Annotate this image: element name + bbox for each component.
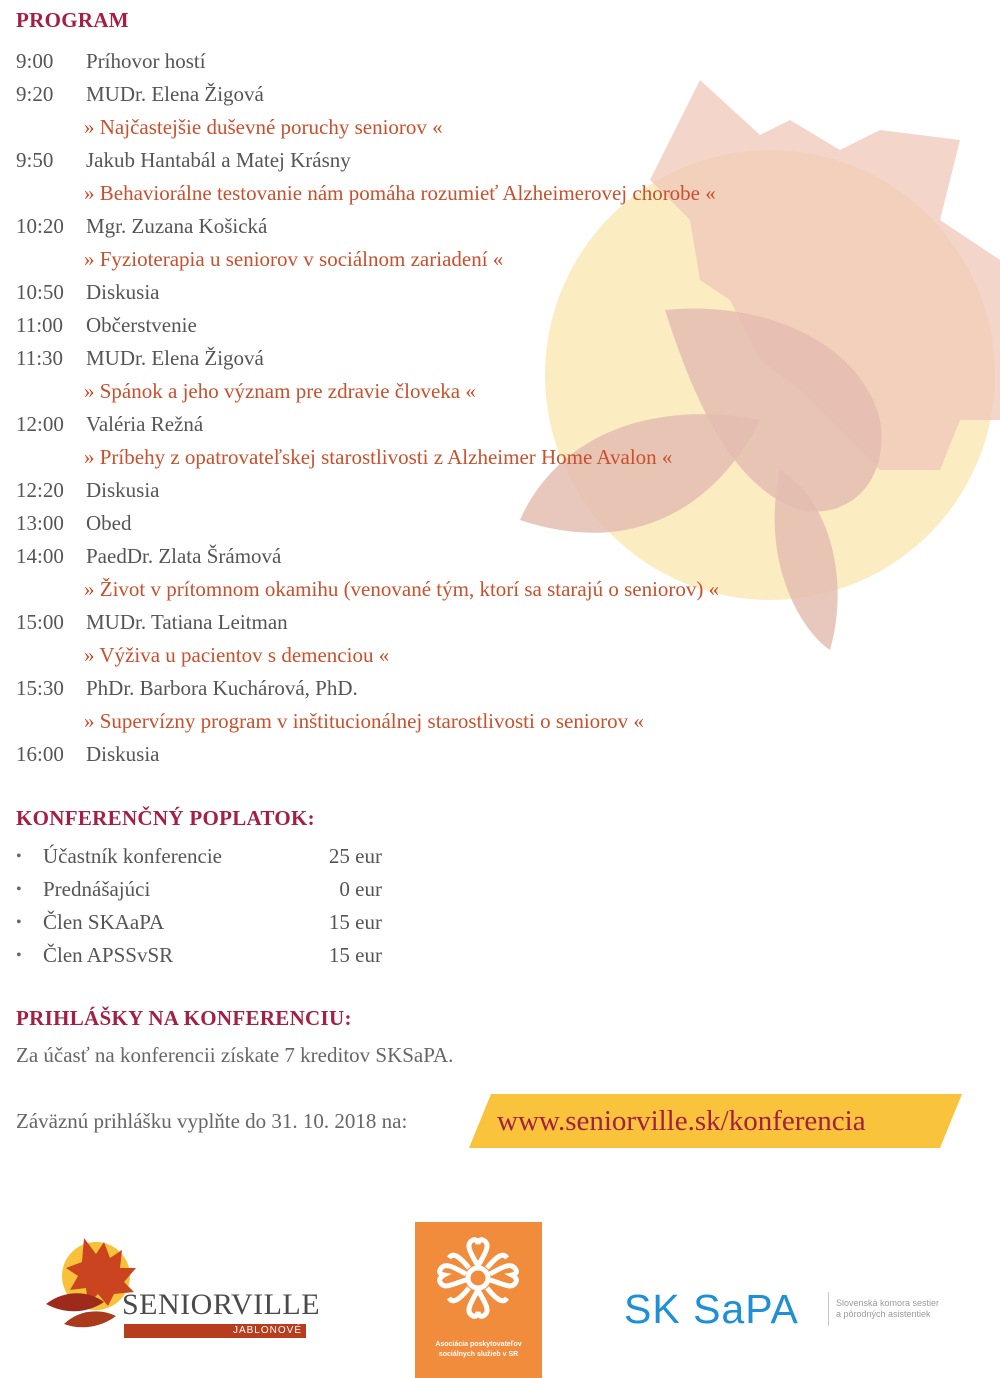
program-time: 10:50 [16,280,64,304]
program-time: 15:00 [16,610,64,634]
fee-label: Člen SKAaPA [43,910,165,934]
program-speaker: Obed [86,511,132,535]
program-time: 11:30 [16,346,64,370]
program-time: 13:00 [16,511,64,535]
sksapa-subtitle-line: a pôrodných asistentiek [836,1309,931,1319]
program-time: 12:00 [16,412,64,436]
registration-title: PRIHLÁŠKY NA KONFERENCIU: [16,1006,352,1030]
program-time: 11:00 [16,313,64,337]
program-speaker: MUDr. Tatiana Leitman [86,610,288,634]
program-topic: » Výživa u pacientov s demenciou « [84,643,390,667]
bullet-icon: • [16,947,22,964]
apss-logo [415,1222,542,1378]
program-time: 10:20 [16,214,64,238]
seniorville-logo [44,1228,321,1340]
fee-price: 15 eur [328,943,382,967]
sksapa-subtitle [836,1298,939,1320]
program-time: 9:00 [16,49,54,73]
program-speaker: Občerstvenie [86,313,197,337]
fee-price: 15 eur [328,910,382,934]
program-speaker: Valéria Režná [86,412,204,436]
fee-label: Člen APSSvSR [43,943,174,967]
program-speaker: Diskusia [86,742,160,766]
program-topic: » Behaviorálne testovanie nám pomáha rozumieť Alzheimerovej chorobe « [84,181,716,205]
seniorville-subtitle: JABLONOVÉ [124,1324,306,1338]
program-title: PROGRAM [16,8,129,32]
sksapa-subtitle-line: Slovenská komora sestier [836,1298,940,1308]
fee-label: Prednášajúci [43,877,151,901]
program-time: 9:20 [16,82,54,106]
credits-text: Za účasť na konferencii získate 7 kreditov SKSaPA. [16,1043,454,1067]
bullet-icon: • [16,848,22,865]
program-time: 16:00 [16,742,64,766]
program-speaker: Mgr. Zuzana Košická [86,214,268,238]
program-time: 14:00 [16,544,64,568]
registration-url-link[interactable]: www.seniorville.sk/konferencia [497,1105,866,1137]
fee-label: Účastník konferencie [43,844,223,868]
program-time: 12:20 [16,478,64,502]
sksapa-divider [828,1292,829,1326]
fee-price: 25 eur [328,844,382,868]
program-speaker: Diskusia [86,478,160,502]
program-speaker: Jakub Hantabál a Matej Krásny [86,148,351,172]
program-time: 15:30 [16,676,64,700]
program-topic: » Supervízny program v inštitucionálnej starostlivosti o seniorov « [84,709,644,733]
program-speaker: Diskusia [86,280,160,304]
registration-url-banner[interactable] [469,1094,962,1148]
fee-title: KONFERENČNÝ POPLATOK: [16,806,315,830]
sksapa-wordmark: SK SaPA [624,1286,799,1332]
program-topic: » Fyzioterapia u seniorov v sociálnom zariadení « [84,247,504,271]
seniorville-wordmark: SENIORVILLE [122,1288,321,1321]
program-topic: » Život v prítomnom okamihu (venované tým, ktorí sa starajú o seniorov) « [84,577,720,601]
fee-price: 0 eur [339,877,382,901]
apss-logo-text: Asociácia poskytovateľov sociálnych služieb v SR [435,1341,522,1358]
program-speaker: PhDr. Barbora Kuchárová, PhD. [86,676,358,700]
bullet-icon: • [16,914,22,931]
deadline-text: Záväznú prihlášku vyplňte do 31. 10. 2018 na: [16,1109,408,1133]
program-speaker: PaedDr. Zlata Šrámová [86,544,282,568]
program-time: 9:50 [16,148,54,172]
program-topic: » Spánok a jeho význam pre zdravie človeka « [84,379,476,403]
program-speaker: Príhovor hostí [86,49,206,73]
sksapa-logo [624,1286,970,1336]
program-topic: » Príbehy z opatrovateľskej starostlivosti z Alzheimer Home Avalon « [84,445,673,469]
bullet-icon: • [16,881,22,898]
hearts-flower-icon [415,1222,542,1332]
program-topic: » Najčastejšie duševné poruchy seniorov « [84,115,443,139]
program-speaker: MUDr. Elena Žigová [86,346,264,370]
program-speaker: MUDr. Elena Žigová [86,82,264,106]
